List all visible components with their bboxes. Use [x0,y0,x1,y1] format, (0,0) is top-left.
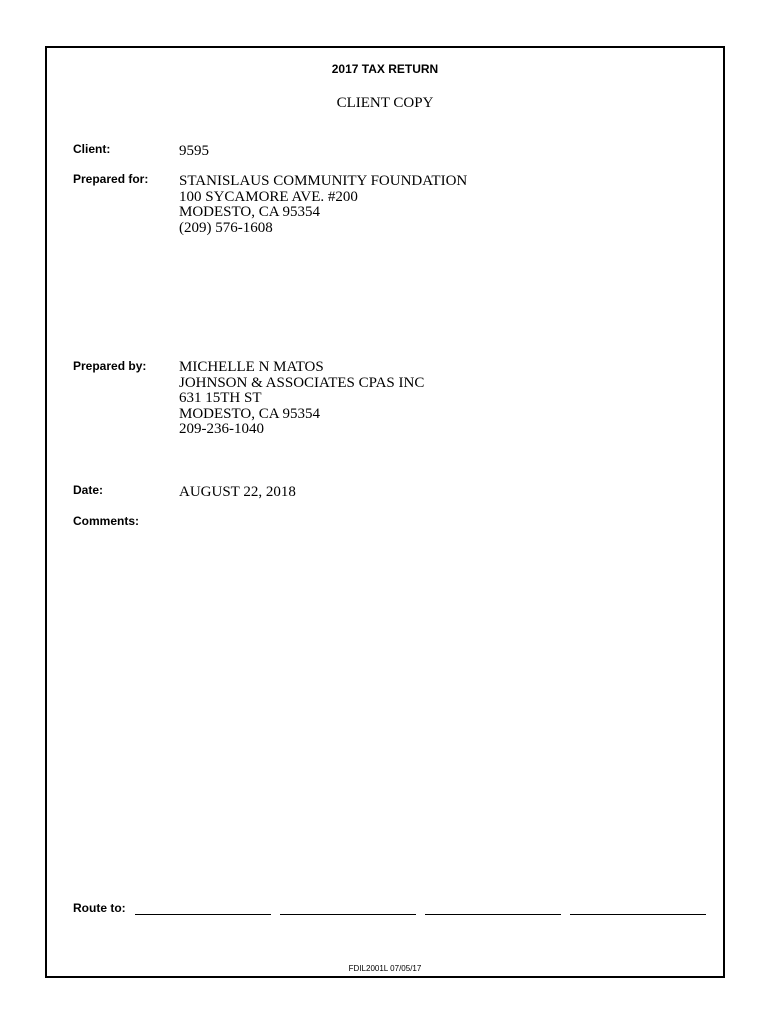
client-value: 9595 [179,143,209,159]
date-value: AUGUST 22, 2018 [179,484,296,500]
prepared-by-line: 209-236-1040 [179,421,264,437]
prepared-for-line: 100 SYCAMORE AVE. #200 [179,188,358,205]
route-to-blank-3 [425,914,561,915]
document-frame [45,46,725,978]
document-subtitle: CLIENT COPY [336,95,434,111]
prepared-by-line: MICHELLE N MATOS [179,359,324,375]
prepared-by-line: MODESTO, CA 95354 [179,405,320,422]
client-label: Client: [73,142,111,156]
prepared-by-label: Prepared by: [73,359,147,373]
comments-label: Comments: [73,514,140,528]
document-title: 2017 TAX RETURN [331,62,439,76]
date-label: Date: [73,483,104,497]
route-to-blank-1 [135,914,271,915]
prepared-by-line: 631 15TH ST [179,390,262,406]
prepared-for-block [179,174,467,236]
prepared-for-line: STANISLAUS COMMUNITY FOUNDATION [179,173,468,189]
form-code: FDIL2001L 07/05/17 [348,964,422,973]
prepared-by-block [179,360,424,438]
prepared-for-line: (209) 576-1608 [179,219,273,236]
route-to-blank-2 [280,914,416,915]
route-to-blank-4 [570,914,706,915]
prepared-for-line: MODESTO, CA 95354 [179,204,320,220]
route-to-label: Route to: [73,901,126,915]
prepared-by-line: JOHNSON & ASSOCIATES CPAS INC [179,374,425,391]
prepared-for-label: Prepared for: [73,172,149,186]
